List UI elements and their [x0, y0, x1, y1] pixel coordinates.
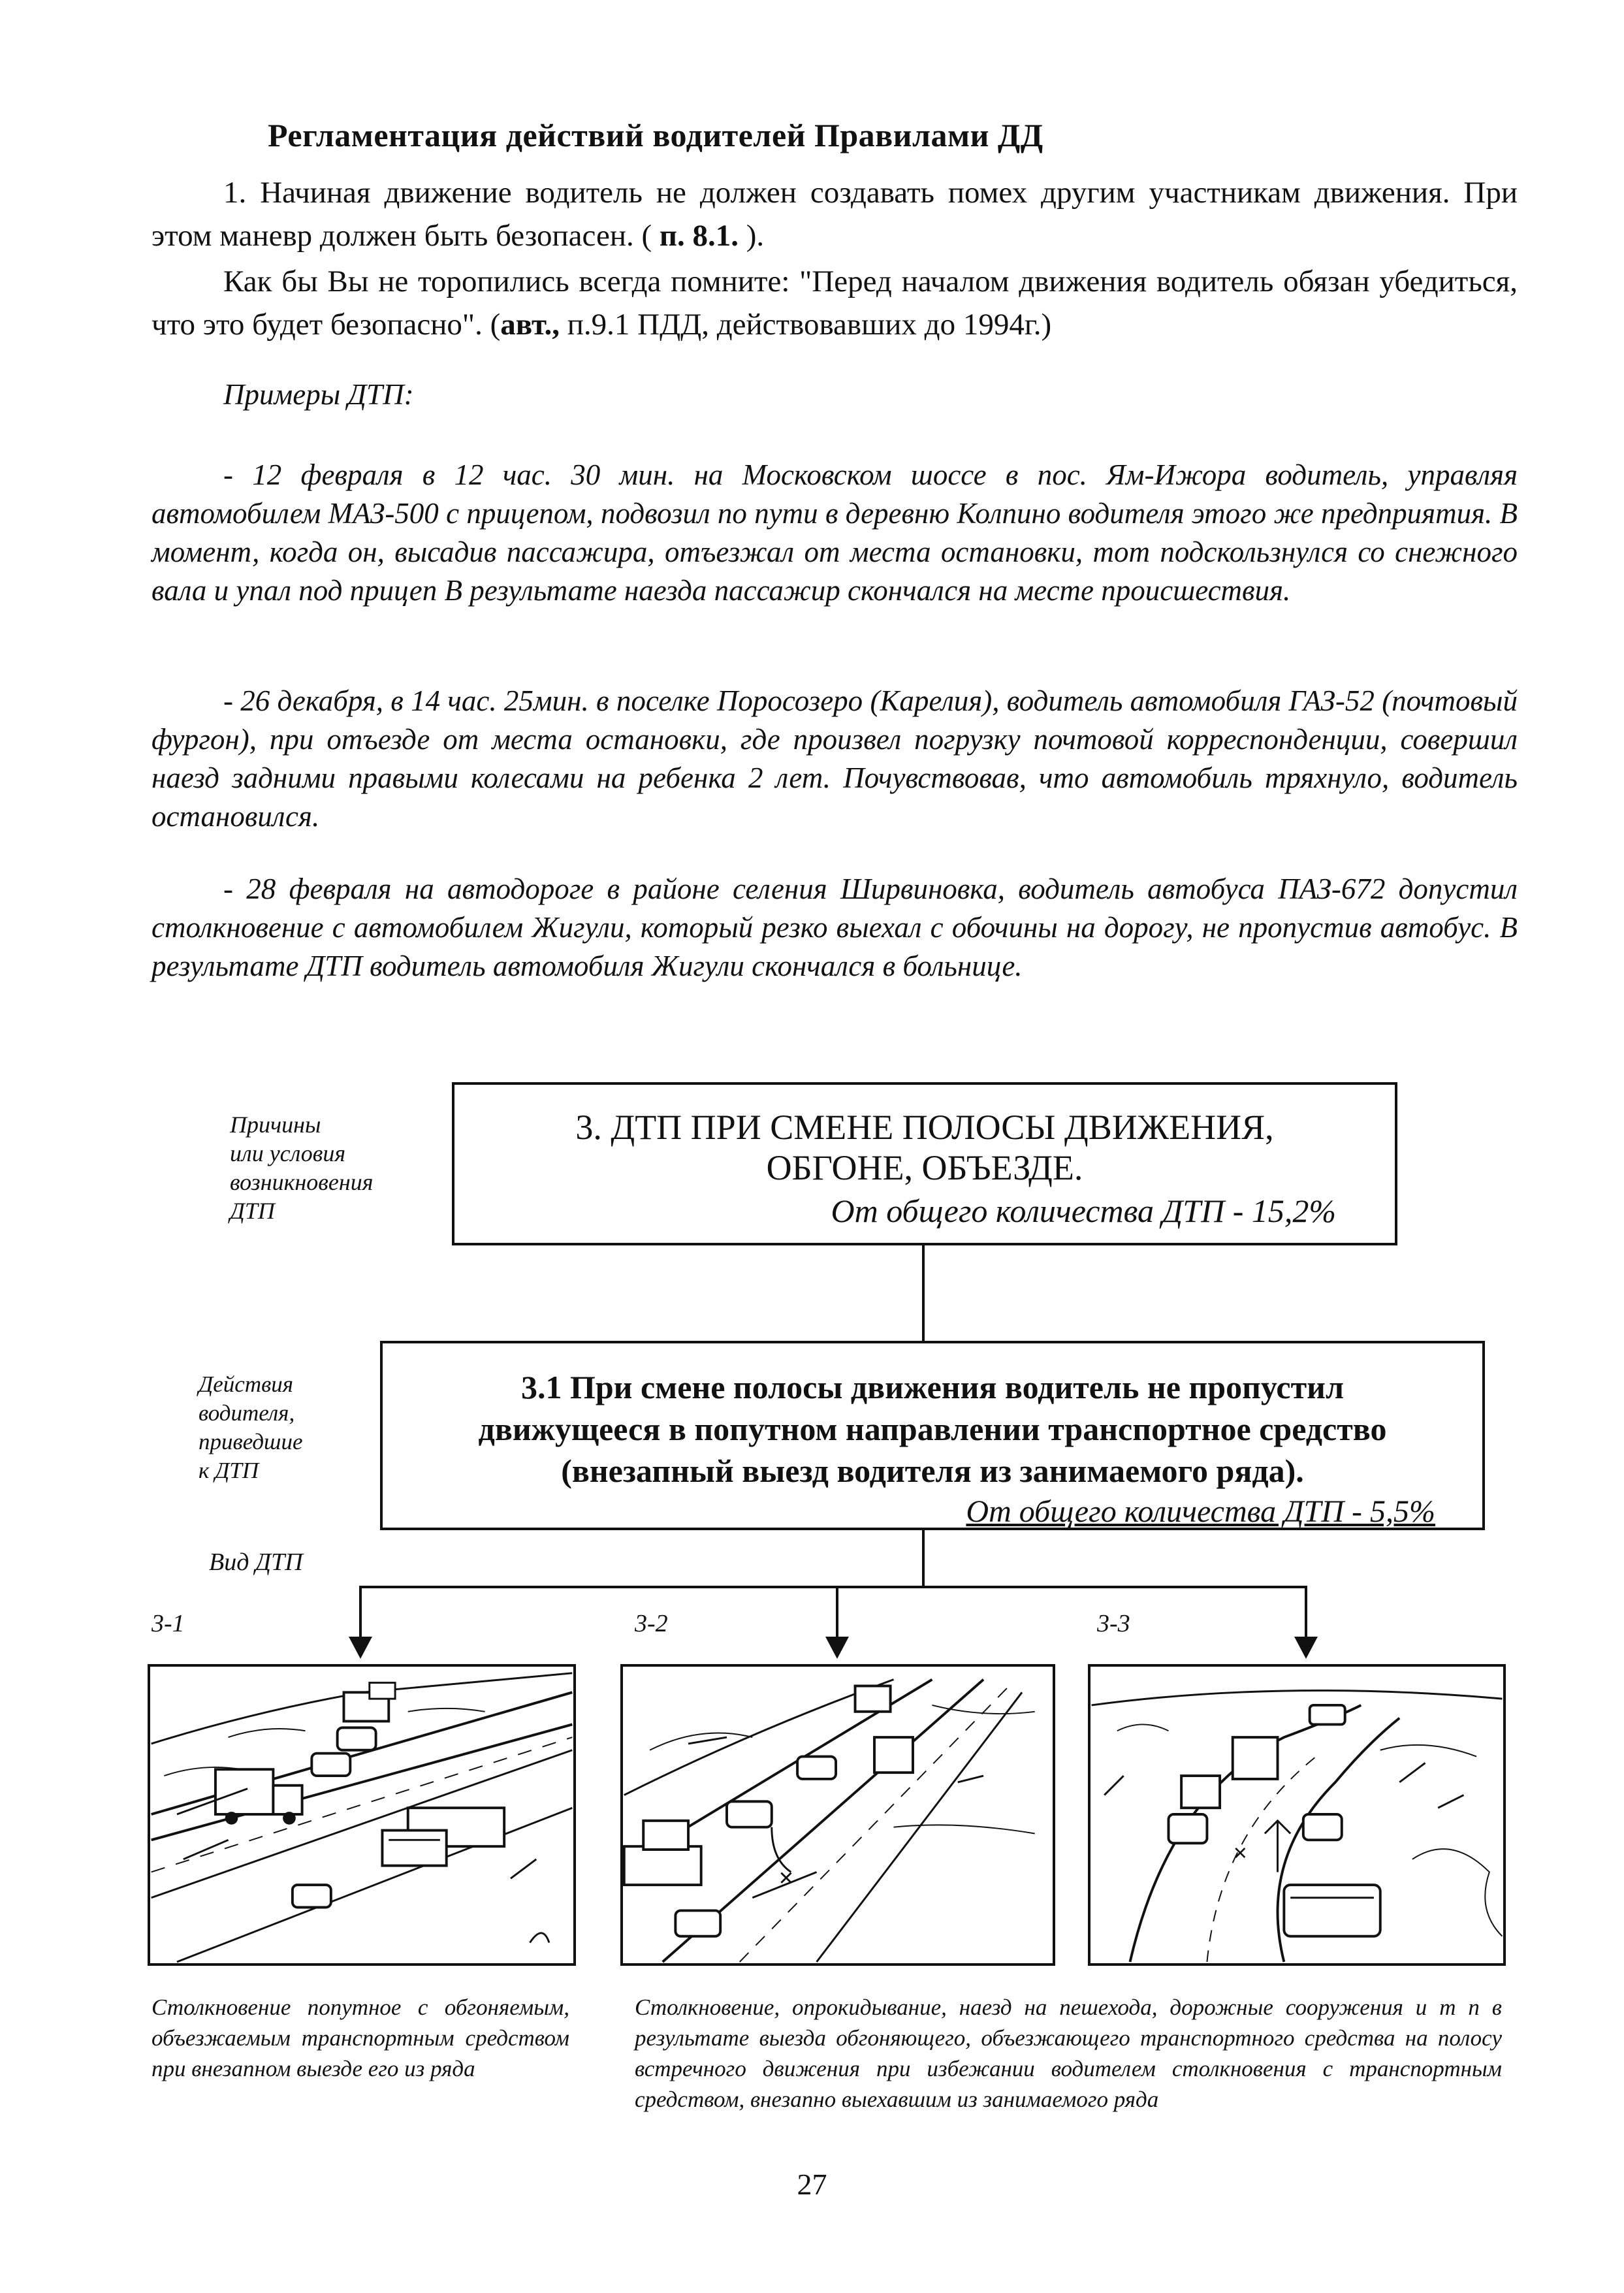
connector-line — [922, 1245, 925, 1341]
page-number: 27 — [797, 2168, 827, 2201]
illustration-3-3 — [1088, 1664, 1506, 1966]
side-label-type: Вид ДТП — [209, 1548, 303, 1576]
illustration-3-1 — [148, 1664, 576, 1966]
examples-title: Примеры ДТП: — [223, 378, 414, 411]
case-label-3-2: 3-2 — [635, 1610, 668, 1637]
branch-line-2 — [836, 1586, 838, 1638]
branch-line-3 — [1305, 1586, 1307, 1638]
tree-stem — [922, 1530, 925, 1588]
arrow-down-icon — [825, 1637, 849, 1659]
example-1: - 12 февраля в 12 час. 30 мин. на Московском шоссе в пос. Ям-Ижора водитель, управляя автомобилем МАЗ-500 с прицепом, подвозил по пути в деревню Колпино водителя этого же предприятия. В момент, когда он, высадив пассажира, отъезжал от места остановки, тот подскользнулся со снежного вала и упал под прицеп В результате наезда пассажир скончался на месте происшествия. — [151, 458, 1518, 607]
category-box-3-1 — [380, 1341, 1485, 1530]
road-scene-3-3-icon — [1091, 1667, 1503, 1963]
box31-share: От общего количества ДТП - 5,5% — [966, 1494, 1435, 1529]
road-scene-3-1-icon — [150, 1667, 573, 1963]
case-label-3-1: 3-1 — [151, 1610, 185, 1637]
svg-text:✕: ✕ — [778, 1867, 795, 1890]
box3-share: От общего количества ДТП - 15,2% — [831, 1193, 1336, 1229]
case-label-3-3: 3-3 — [1097, 1610, 1130, 1637]
para2-after: п.9.1 ПДД, действовавших до 1994г.) — [560, 308, 1052, 342]
side-label-causes: Причины или условия возникновения ДТП — [230, 1112, 374, 1224]
box3-title-line1: 3. ДТП ПРИ СМЕНЕ ПОЛОСЫ ДВИЖЕНИЯ, — [575, 1108, 1274, 1147]
page-heading: Регламентация действий водителей Правилами ДД — [268, 117, 1043, 153]
category-box-3 — [452, 1082, 1397, 1245]
para1-after: ). — [738, 219, 765, 253]
para1-ref: п. 8.1. — [659, 219, 739, 253]
road-scene-3-2-icon — [623, 1667, 1053, 1963]
caption-3-2: Столкновение, опрокидывание, наезд на пешехода, дорожные сооружения и т п в результате выезда обгоняющего, объезжающего транспортного средства на полосу встречного движения при избежании водителем столкновения с транспортным средством, внезапно выехавшим из занимаемого ряда — [635, 1995, 1502, 2112]
box31-line3: (внезапный выезд водителя из занимаемого ряда). — [561, 1452, 1304, 1489]
box31-line2: движущееся в попутном направлении транспортное средство — [478, 1411, 1387, 1447]
caption-3-1: Столкновение попутное с обгоняемым, объезжаемым транспортным средством при внезапном выезде его из ряда — [151, 1995, 569, 2081]
para2-ref: авт., — [500, 308, 560, 342]
illustration-3-2 — [620, 1664, 1055, 1966]
rule-paragraph-1 — [151, 171, 1518, 257]
svg-text:✕: ✕ — [1232, 1842, 1248, 1864]
arrow-down-icon — [1294, 1637, 1318, 1659]
para1-text: 1. Начиная движение водитель не должен создавать помех другим участникам движения. При этом маневр должен быть безопасен. ( — [151, 176, 1518, 253]
arrow-down-icon — [349, 1637, 372, 1659]
rule-paragraph-2 — [151, 260, 1518, 346]
side-label-actions: Действия водителя, приведшие к ДТП — [199, 1371, 303, 1483]
box31-line1: 3.1 При смене полосы движения водитель не пропустил — [520, 1369, 1344, 1405]
branch-line-1 — [359, 1586, 362, 1638]
example-3: - 28 февраля на автодороге в районе селения Ширвиновка, водитель автобуса ПАЗ-672 допустил столкновение с автомобилем Жигули, который резко выехал с обочины на дорогу, не пропустив автобус. В результате ДТП водитель автомобиля Жигули скончался в больнице. — [151, 873, 1518, 982]
tree-bar — [359, 1586, 1307, 1588]
example-2: - 26 декабря, в 14 час. 25мин. в поселке Поросозеро (Карелия), водитель автомобиля ГАЗ-52 (почтовый фургон), при отъезде от места остановки, где произвел погрузку почтовой корреспонденции, совершил наезд задними правыми колесами на ребенка 2 лет. Почувствовав, что автомобиль тряхнуло, водитель остановился. — [151, 684, 1518, 833]
box3-title-line2: ОБГОНЕ, ОБЪЕЗДЕ. — [766, 1148, 1083, 1187]
para2-text: Как бы Вы не торопились всегда помните: "Перед началом движения водитель обязан убедиться, что это будет безопасно". ( — [151, 265, 1518, 342]
